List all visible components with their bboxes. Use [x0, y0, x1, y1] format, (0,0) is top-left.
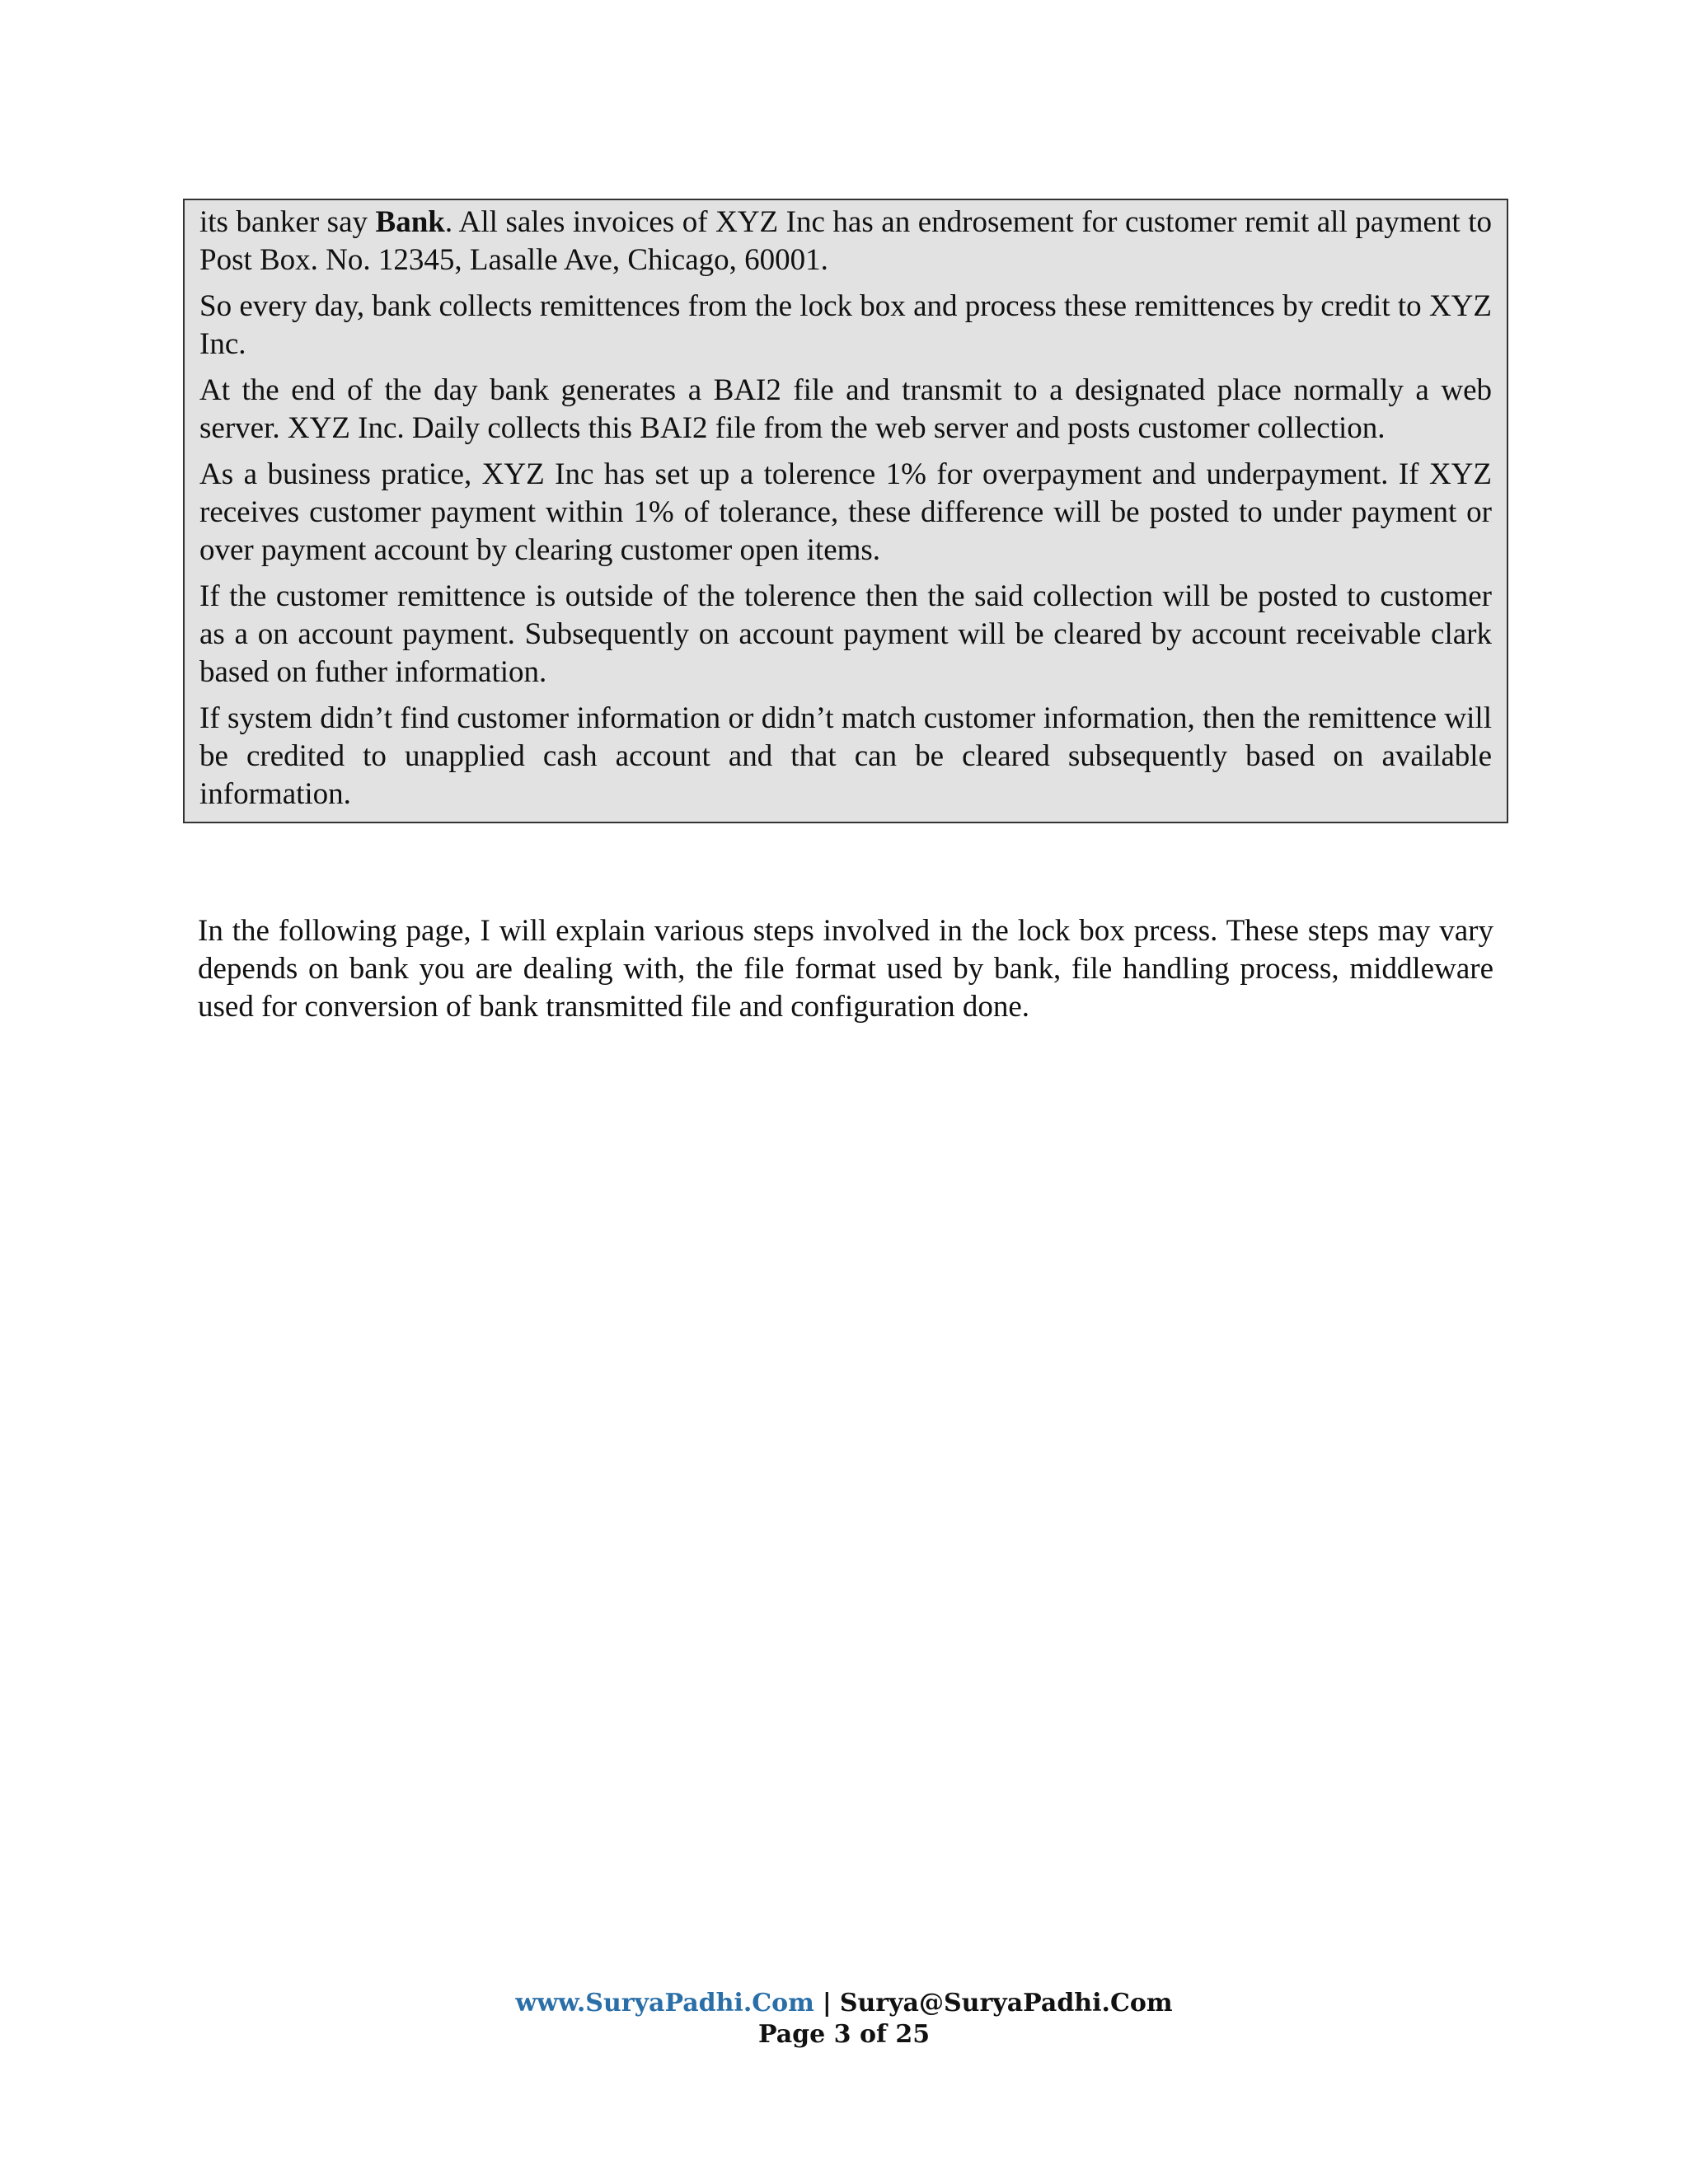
box-paragraph-5: If the customer remittence is outside of the tolerence then the said collection will be posted to customer as a on account payment. Subsequently on account payment will be cleared by account receivable clark based on futher information. — [199, 579, 1492, 689]
box-paragraph-1-end: . All sales invoices of XYZ Inc has an endrosement for customer remit all payment to Post Box. No. 12345, Lasalle Ave, Chicago, 60001. — [199, 205, 1492, 277]
website-link[interactable]: www.SuryaPadhi.Com — [515, 1989, 814, 2018]
box-paragraph-1-start: its banker say — [199, 205, 376, 239]
box-paragraph-3: At the end of the day bank generates a BAI2 file and transmit to a designated place normally a web server. XYZ Inc. Daily collects this BAI2 file from the web server and posts customer collection. — [199, 373, 1492, 445]
box-paragraph-6: If system didn’t find customer information or didn’t match customer information, then the remittence will be credited to unapplied cash account and that can be cleared subsequently based on available information. — [199, 701, 1492, 811]
body-paragraph: In the following page, I will explain various steps involved in the lock box prcess. These steps may vary depends on bank you are dealing with, the file format used by bank, file handling process, middleware used for conversion of bank transmitted file and configuration done. — [198, 914, 1493, 1024]
box-paragraph-2: So every day, bank collects remittences from the lock box and process these remittences by credit to XYZ Inc. — [199, 289, 1492, 361]
page-footer — [0, 1988, 1688, 2050]
shaded-text-box — [183, 199, 1508, 823]
page-number: Page 3 of 25 — [757, 2020, 931, 2049]
box-paragraph-4: As a business pratice, XYZ Inc has set up a tolerence 1% for overpayment and underpayment. If XYZ receives customer payment within 1% of tolerance, these difference will be posted to under payment or over payment account by clearing customer open items. — [199, 457, 1492, 567]
box-paragraph-1 — [199, 204, 1492, 279]
email-address[interactable]: Surya@SuryaPadhi.Com — [839, 1989, 1173, 2018]
bank-bold-term: Bank — [375, 205, 445, 239]
footer-separator: | — [822, 1989, 832, 2018]
